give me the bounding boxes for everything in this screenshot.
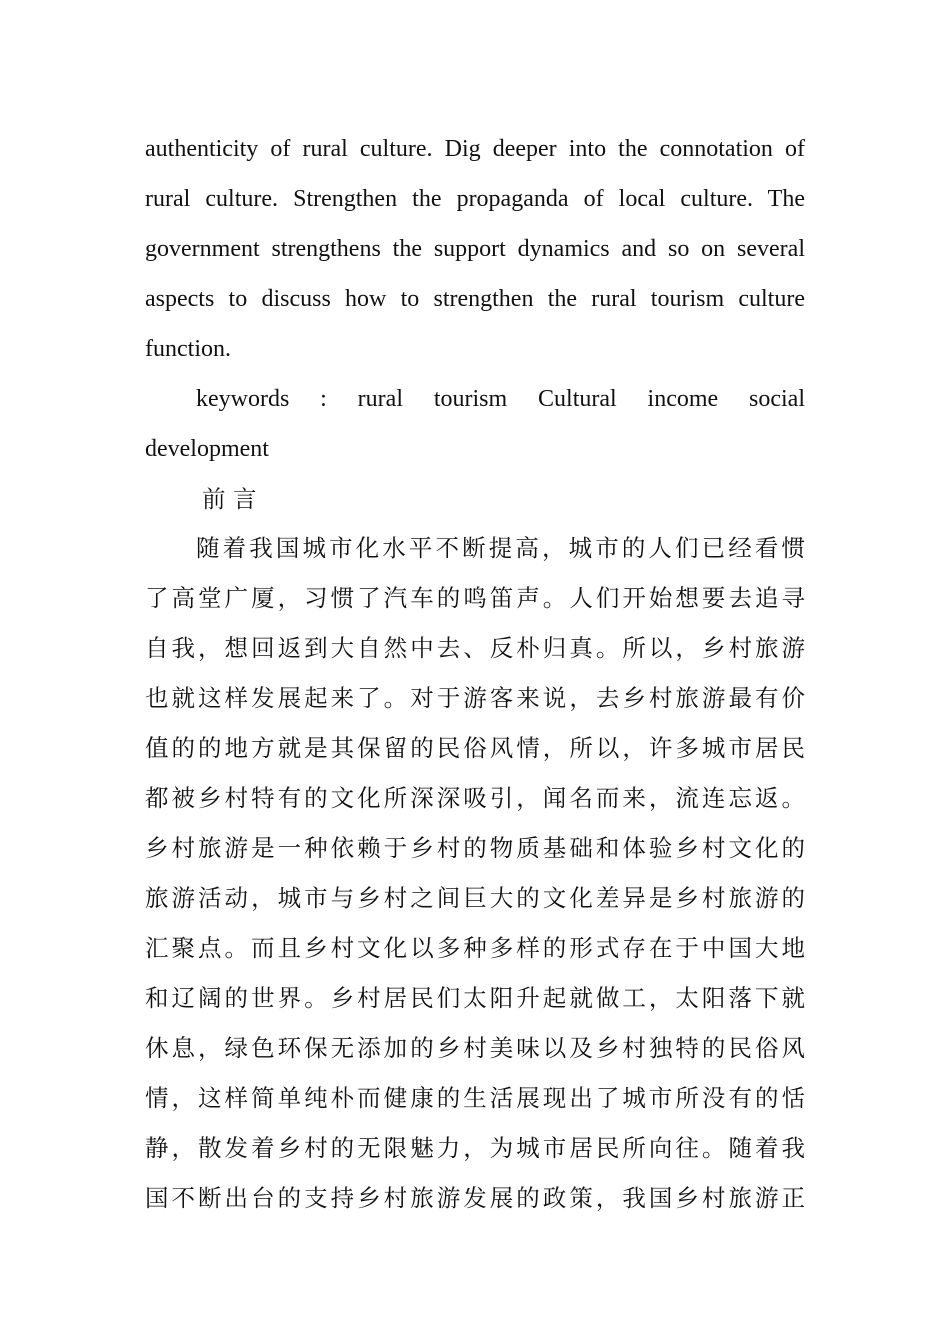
- body-line-7: 乡村旅游是一种依赖于乡村的物质基础和体验乡村文化的: [145, 834, 805, 862]
- body-line-5: 值的的地方就是其保留的民俗风情，所以，许多城市居民: [145, 734, 805, 762]
- abstract-line-5: function.: [145, 336, 231, 362]
- body-line-6: 都被乡村特有的文化所深深吸引，闻名而来，流连忘返。: [145, 784, 805, 812]
- preface-heading: 前 言: [202, 485, 257, 513]
- body-line-1: 随着我国城市化水平不断提高，城市的人们已经看惯: [196, 534, 805, 562]
- abstract-line-4: aspects to discuss how to strengthen the rural tourism culture: [145, 286, 805, 312]
- body-line-9: 汇聚点。而且乡村文化以多种多样的形式存在于中国大地: [145, 934, 805, 962]
- keywords-line-1: keywords : rural tourism Cultural income social: [196, 386, 805, 412]
- body-line-4: 也就这样发展起来了。对于游客来说，去乡村旅游最有价: [145, 684, 805, 712]
- body-line-3: 自我，想回返到大自然中去、反朴归真。所以，乡村旅游: [145, 634, 805, 662]
- abstract-line-3: government strengthens the support dynamics and so on several: [145, 236, 805, 262]
- body-line-14: 国不断出台的支持乡村旅游发展的政策，我国乡村旅游正: [145, 1184, 805, 1212]
- abstract-line-2: rural culture. Strengthen the propaganda of local culture. The: [145, 186, 805, 212]
- body-line-13: 静，散发着乡村的无限魅力，为城市居民所向往。随着我: [145, 1134, 805, 1162]
- body-line-11: 休息，绿色环保无添加的乡村美味以及乡村独特的民俗风: [145, 1034, 805, 1062]
- body-line-2: 了高堂广厦，习惯了汽车的鸣笛声。人们开始想要去追寻: [145, 584, 805, 612]
- abstract-line-1: authenticity of rural culture. Dig deeper into the connotation of: [145, 136, 805, 162]
- keywords-line-2: development: [145, 436, 269, 462]
- body-line-8: 旅游活动，城市与乡村之间巨大的文化差异是乡村旅游的: [145, 884, 805, 912]
- body-line-10: 和辽阔的世界。乡村居民们太阳升起就做工，太阳落下就: [145, 984, 805, 1012]
- body-line-12: 情，这样简单纯朴而健康的生活展现出了城市所没有的恬: [145, 1084, 805, 1112]
